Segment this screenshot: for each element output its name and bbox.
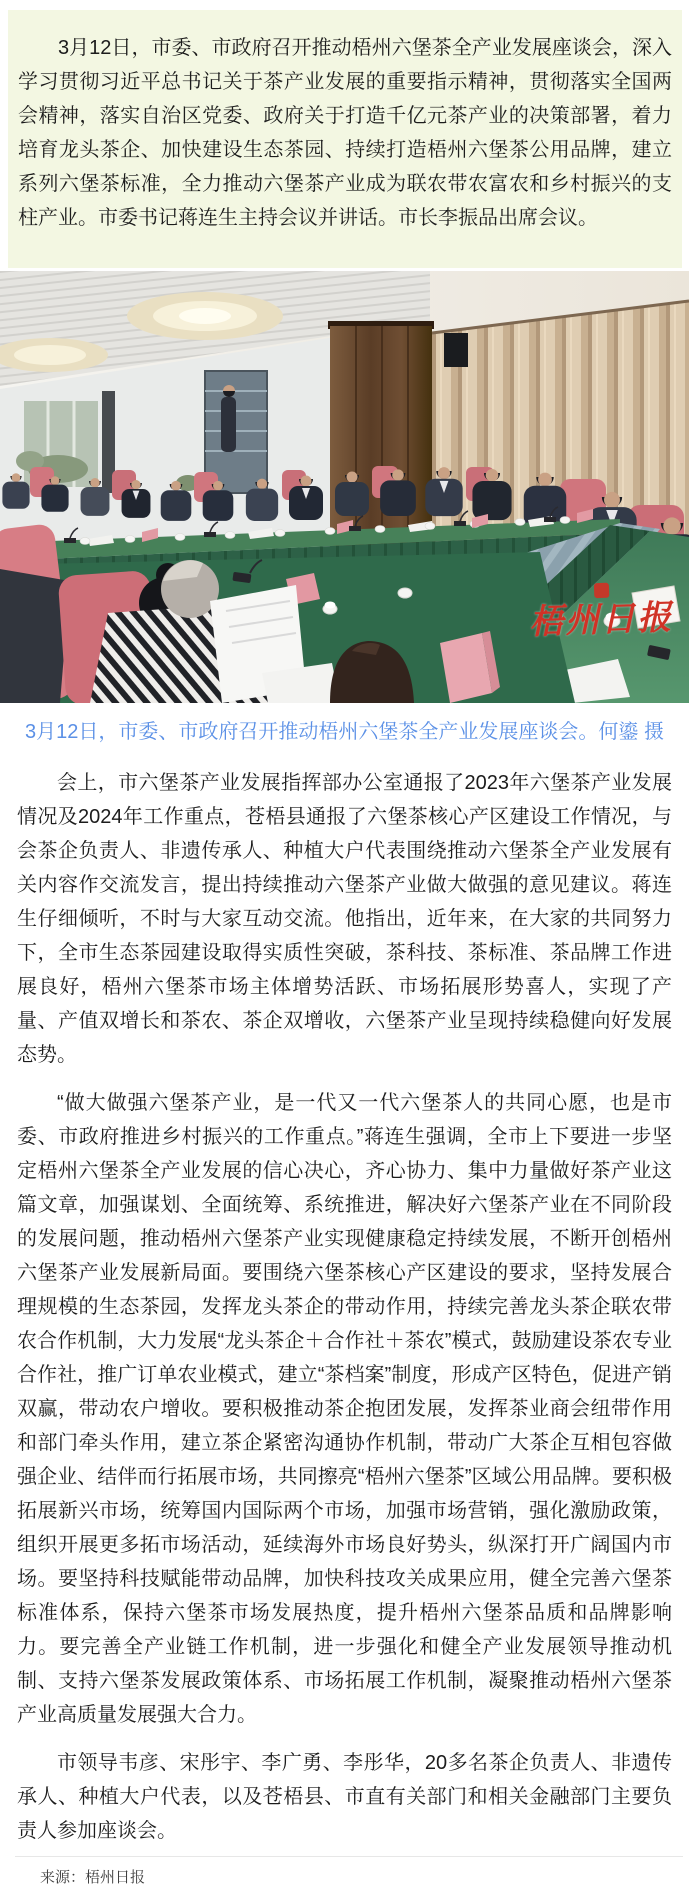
lead-paragraph: 3月12日，市委、市政府召开推动梧州六堡茶全产业发展座谈会，深入学习贯彻习近平总书记关于茶产业发展的重要指示精神，贯彻落实全国两会精神，落实自治区党委、政府关于打造千亿元茶产业的决策部署，着力培育龙头茶企、加快建设生态茶园、持续打造梧州六堡茶公用品牌，建立系列六堡茶标准，全力推动六堡茶产业成为联农带农富农和乡村振兴的支柱产业。市委书记蒋连生主持会议并讲话。市长李振品出席会议。 — [18, 37, 672, 229]
news-article — [0, 10, 689, 1888]
conference-photo[interactable] — [0, 271, 689, 703]
lead-paragraph-block — [8, 10, 682, 268]
divider — [15, 1856, 683, 1857]
body-paragraph: 市领导韦彦、宋彤宇、李广勇、李彤华，20多名茶企负责人、非遗传承人、种植大户代表，以及苍梧县、市直有关部门和相关金融部门主要负责人参加座谈会。 — [17, 1752, 672, 1842]
body-paragraph: “做大做强六堡茶产业，是一代又一代六堡茶人的共同心愿，也是市委、市政府推进乡村振兴的工作重点。”蒋连生强调，全市上下要进一步坚定梧州六堡茶全产业发展的信心决心，齐心协力、集中力量做好茶产业这篇文章，加强谋划、全面统筹、系统推进，解决好六堡茶产业在不同阶段的发展问题，推动梧州六堡茶产业实现健康稳定持续发展，不断开创梧州六堡茶产业发展新局面。要围绕六堡茶核心产区建设的要求，坚持发展合理规模的生态茶园，发挥龙头茶企的带动作用，持续完善龙头茶企联农带农合作机制，大力发展“龙头茶企＋合作社＋茶农”模式，鼓励建设茶农专业合作社，推广订单农业模式，建立“茶档案”制度，形成产区特色，促进产销双赢，带动农户增收。要积极推动茶企抱团发展，发挥茶业商会纽带作用和部门牵头作用，建立茶企紧密沟通协作机制，带动广大茶企互相包容做强企业、结伴而行拓展市场，共同擦亮“梧州六堡茶”区域公用品牌。要积极拓展新兴市场，统筹国内国际两个市场，加强市场营销，强化激励政策，组织开展更多拓市场活动，延续海外市场良好势头，纵深打开广阔国内市场。要坚持科技赋能带动品牌，加快科技攻关成果应用，健全完善六堡茶标准体系，保持六堡茶市场发展热度，提升梧州六堡茶品质和品牌影响力。要完善全产业链工作机制，进一步强化和健全产业发展领导推动机制、支持六堡茶发展政策体系、市场拓展工作机制，凝聚推动梧州六堡茶产业高质量发展强大合力。 — [17, 1092, 672, 1726]
wall-speaker — [444, 333, 468, 367]
source-label: 来源：梧州日报 — [40, 1869, 146, 1886]
photo-caption: 3月12日，市委、市政府召开推动梧州六堡茶全产业发展座谈会。何鎏 摄 — [25, 721, 664, 743]
newspaper-watermark — [528, 590, 674, 644]
newspaper-watermark-text: 梧州日报 — [528, 599, 674, 642]
body-paragraph: 会上，市六堡茶产业发展指挥部办公室通报了2023年六堡茶产业发展情况及2024年工作重点，苍梧县通报了六堡茶核心产区建设工作情况，与会茶企负责人、非遗传承人、种植大户代表围绕推动六堡茶全产业发展有关内容作交流发言，提出持续推动六堡茶产业做大做强的意见建议。蒋连生仔细倾听，不时与大家互动交流。他指出，近年来，在大家的共同努力下，全市生态茶园建设取得实质性突破，茶科技、茶标准、茶品牌工作进展良好，梧州六堡茶市场主体增势活跃、市场拓展形势喜人，实现了产量、产值双增长和茶农、茶企双增收，六堡茶产业呈现持续稳健向好发展态势。 — [17, 772, 672, 1066]
newspaper-seal-icon — [594, 583, 610, 599]
article-page — [0, 10, 689, 1886]
